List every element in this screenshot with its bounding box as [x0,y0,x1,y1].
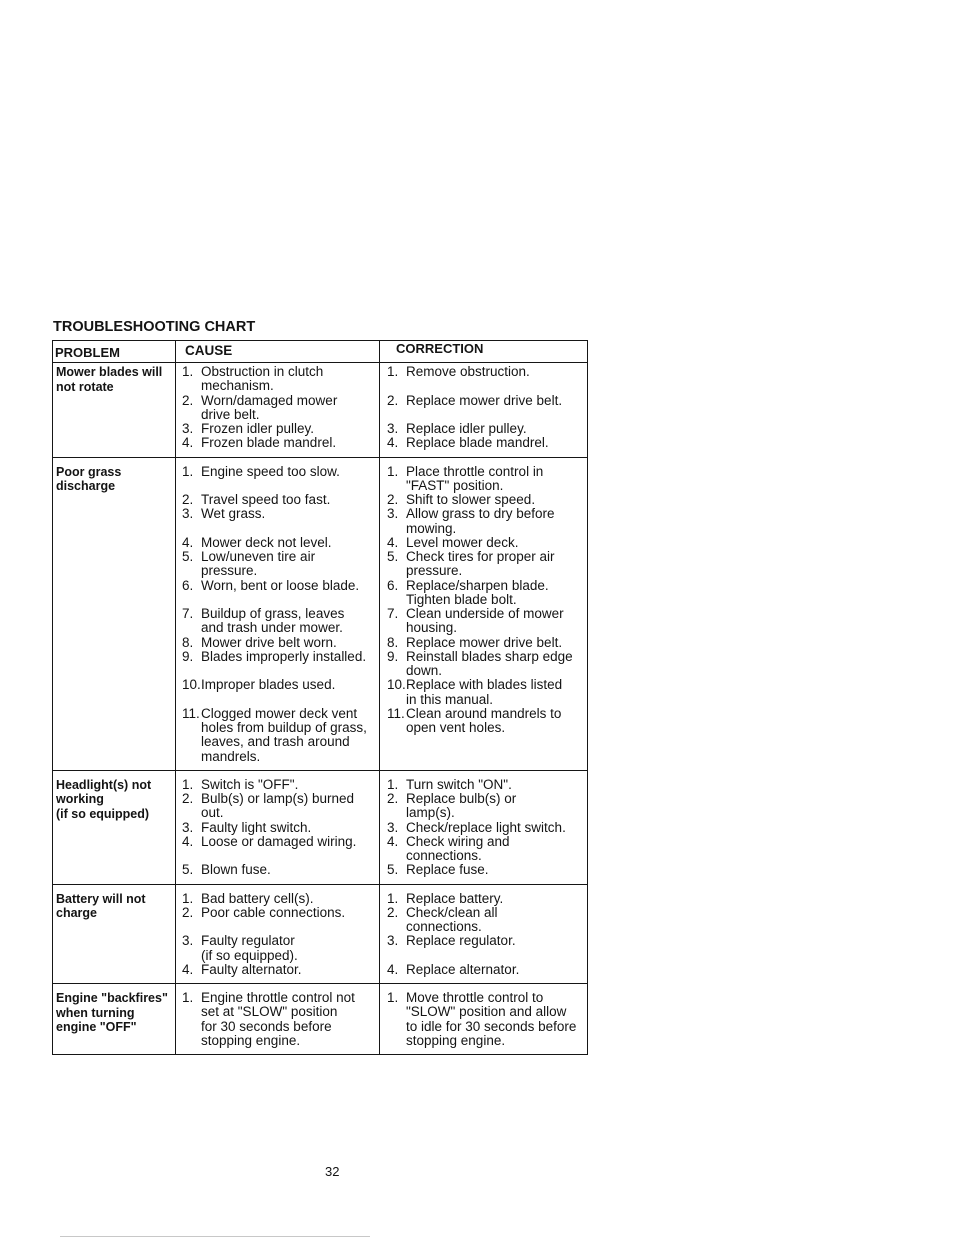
list-item [176,707,587,764]
cause-text: Frozen blade mandrel. [201,435,337,451]
correction-text: Replace mower drive belt. [406,634,563,650]
list-item [176,636,587,650]
list-item [176,906,587,935]
cause-item [176,835,380,864]
item-number: 3. [182,819,194,835]
correction-item [380,394,587,423]
item-number: 2. [387,492,399,507]
correction-text: Replace bulb(s) or lamp(s). [406,791,517,821]
cause-item [176,863,380,877]
correction-text: Clean underside of mower housing. [406,606,564,636]
cause-text: Wet grass. [201,506,266,522]
list-item [176,607,587,636]
cause-item [176,607,380,636]
item-number: 1. [387,776,399,792]
correction-text: Check tires for proper air pressure. [406,549,555,579]
troubleshooting-table [52,340,588,1055]
item-number: 10. [182,677,201,693]
item-number: 3. [182,506,194,522]
item-number: 4. [387,833,399,849]
item-number: 2. [387,392,399,408]
list-item [176,934,587,963]
item-number: 2. [182,392,194,408]
correction-item [380,792,587,821]
correction-text: Replace battery. [406,890,504,906]
item-number: 8. [387,634,399,650]
list-item [176,821,587,835]
correction-item [380,493,587,507]
correction-item [380,892,587,906]
cause-text: Buildup of grass, leaves and trash under mower. [201,606,345,636]
problem-text: Mower blades will not rotate [56,365,163,394]
item-number: 2. [182,904,194,920]
troubleshooting-row [53,885,587,985]
correction-text: Turn switch "ON". [406,776,512,792]
list-item [176,507,587,536]
item-number: 3. [387,421,399,436]
cause-text: Loose or damaged wiring. [201,833,357,849]
cause-item [176,579,380,608]
correction-text: Shift to slower speed. [406,492,536,507]
list-item [176,422,587,436]
item-number: 5. [182,862,194,878]
item-number: 8. [182,634,194,650]
cause-text: Worn/damaged mower drive belt. [201,392,338,422]
cause-item [176,963,380,977]
item-number: 4. [182,961,194,977]
list-item [176,778,587,792]
cause-text: Engine speed too slow. [201,463,340,479]
item-number: 4. [182,833,194,849]
item-number: 1. [182,364,194,379]
correction-item [380,991,587,1048]
item-number: 1. [182,990,194,1005]
correction-item [380,422,587,436]
correction-text: Replace idler pulley. [406,421,527,436]
list-item [176,892,587,906]
column-divider [175,341,176,1054]
troubleshooting-row [53,984,587,1054]
item-number: 11. [182,705,200,721]
item-number: 10. [387,677,406,693]
cause-text: Bad battery cell(s). [201,890,314,906]
item-number: 5. [387,862,399,878]
correction-item [380,678,587,707]
correction-item [380,579,587,608]
cause-item [176,536,380,550]
cause-item [176,493,380,507]
item-number: 3. [182,421,194,436]
correction-item [380,934,587,963]
correction-text: Replace mower drive belt. [406,392,563,408]
correction-item [380,707,587,764]
correction-text: Allow grass to dry before mowing. [406,506,555,536]
cause-text: Blown fuse. [201,862,271,878]
correction-item [380,507,587,536]
item-number: 1. [182,890,194,906]
cause-text: Engine throttle control not set at "SLOW" position for 30 seconds before stopping engine. [201,990,355,1048]
list-item [176,579,587,608]
item-number: 2. [182,791,194,806]
cause-text: Blades improperly installed. [201,648,367,664]
cause-correction-list [176,778,587,878]
correction-text: Level mower deck. [406,534,519,550]
problem-text: Battery will not charge [56,891,146,920]
problem-text: Headlight(s) not working (if so equipped) [56,777,152,821]
correction-item [380,835,587,864]
list-item [176,991,587,1048]
cause-text: Clogged mower deck vent holes from buildup of grass, leaves, and trash around mandrels. [201,705,367,764]
cause-text: Travel speed too fast. [201,492,331,507]
cause-text: Mower drive belt worn. [201,634,337,650]
cause-item [176,678,380,707]
troubleshooting-row [53,771,587,885]
cause-correction-list [176,991,587,1048]
cause-item [176,650,380,679]
cause-item [176,991,380,1048]
item-number: 7. [387,606,399,621]
item-number: 2. [387,904,399,920]
cause-item [176,550,380,579]
correction-text: Replace blade mandrel. [406,435,549,451]
cause-item [176,821,380,835]
item-number: 1. [387,890,399,906]
correction-text: Check/clean all connections. [406,904,498,934]
correction-text: Replace/sharpen blade. Tighten blade bolt. [406,577,549,607]
item-number: 4. [182,435,194,451]
column-header-cause: CAUSE [185,343,233,358]
troubleshooting-row [53,458,587,771]
item-number: 3. [387,933,399,949]
item-number: 3. [182,933,194,949]
correction-text: Replace fuse. [406,862,489,878]
scan-edge-line [60,1236,370,1237]
list-item [176,792,587,821]
correction-item [380,863,587,877]
cause-correction-list [176,465,587,764]
correction-item [380,465,587,494]
page-number: 32 [325,1164,340,1179]
cause-text: Improper blades used. [201,677,336,693]
correction-text: Replace regulator. [406,933,516,949]
item-number: 2. [387,791,399,806]
cause-item [176,507,380,536]
cause-correction-list [176,365,587,451]
correction-item [380,550,587,579]
correction-item [380,536,587,550]
item-number: 6. [182,577,194,593]
cause-item [176,792,380,821]
correction-text: Check wiring and connections. [406,833,510,863]
list-item [176,963,587,977]
list-item [176,365,587,394]
problem-text: Engine "backfires" when turning engine "OFF" [56,991,168,1034]
list-item [176,678,587,707]
correction-text: Check/replace light switch. [406,819,566,835]
list-item [176,835,587,864]
item-number: 1. [182,463,194,479]
column-divider [379,341,380,1054]
correction-item [380,778,587,792]
cause-text: Faulty regulator (if so equipped). [201,933,298,963]
cause-text: Frozen idler pulley. [201,421,315,436]
chart-title: TROUBLESHOOTING CHART [53,319,256,335]
list-item [176,436,587,450]
cause-item [176,394,380,423]
cause-item [176,436,380,450]
correction-text: Replace alternator. [406,961,520,977]
item-number: 1. [387,990,399,1005]
correction-item [380,365,587,394]
list-item [176,493,587,507]
list-item [176,394,587,423]
item-number: 11. [387,705,405,721]
correction-item [380,650,587,679]
correction-text: Move throttle control to "SLOW" position and allow to idle for 30 seconds before stopping engine. [406,990,577,1048]
item-number: 4. [387,961,399,977]
item-number: 3. [387,506,399,522]
troubleshooting-row [53,363,587,458]
correction-item [380,607,587,636]
item-number: 1. [387,364,399,379]
list-item [176,536,587,550]
correction-item [380,636,587,650]
cause-item [176,892,380,906]
item-number: 6. [387,577,399,593]
correction-text: Remove obstruction. [406,364,530,379]
cause-item [176,778,380,792]
cause-item [176,365,380,394]
list-item [176,550,587,579]
correction-text: Reinstall blades sharp edge down. [406,648,573,678]
item-number: 3. [387,819,399,835]
item-number: 1. [387,463,399,479]
list-item [176,465,587,494]
item-number: 4. [387,534,399,550]
list-item [176,863,587,877]
cause-item [176,906,380,935]
item-number: 7. [182,606,194,621]
cause-text: Obstruction in clutch mechanism. [201,364,324,394]
cause-text: Bulb(s) or lamp(s) burned out. [201,791,355,821]
correction-text: Clean around mandrels to open vent holes. [406,705,562,735]
column-header-correction: CORRECTION [396,341,484,356]
item-number: 9. [387,648,399,664]
cause-text: Low/uneven tire air pressure. [201,549,316,579]
column-header-problem: PROBLEM [55,345,120,360]
cause-text: Faulty light switch. [201,819,312,835]
correction-item [380,436,587,450]
cause-item [176,636,380,650]
problem-text: Poor grass discharge [56,464,122,493]
correction-item [380,963,587,977]
cause-item [176,465,380,494]
cause-correction-list [176,892,587,978]
item-number: 2. [182,492,194,507]
item-number: 5. [387,549,399,564]
item-number: 5. [182,549,194,564]
correction-item [380,906,587,935]
item-number: 4. [182,534,194,550]
cause-text: Faulty alternator. [201,961,302,977]
correction-text: Replace with blades listed in this manual. [406,677,563,707]
cause-item [176,422,380,436]
cause-item [176,707,380,764]
cause-text: Poor cable connections. [201,904,346,920]
cause-text: Mower deck not level. [201,534,332,550]
list-item [176,650,587,679]
cause-text: Switch is "OFF". [201,776,299,792]
item-number: 1. [182,776,194,792]
item-number: 4. [387,435,399,451]
correction-item [380,821,587,835]
cause-text: Worn, bent or loose blade. [201,577,360,593]
cause-item [176,934,380,963]
correction-text: Place throttle control in "FAST" position. [406,463,544,493]
table-header [53,341,587,363]
item-number: 9. [182,648,194,664]
